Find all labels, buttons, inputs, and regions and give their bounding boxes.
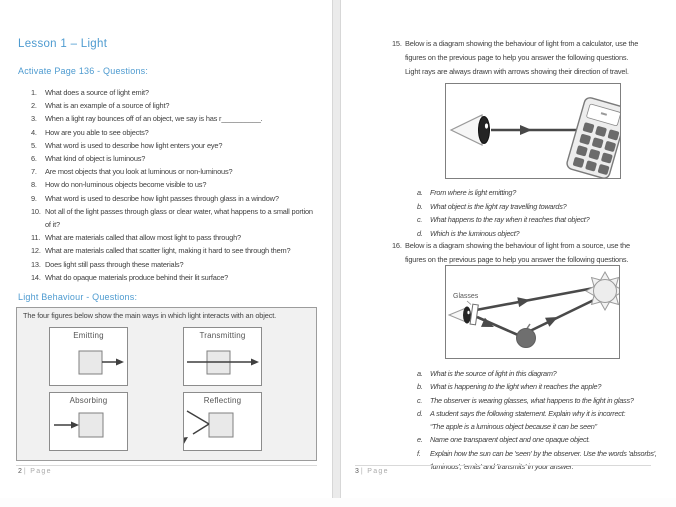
- question-item: 8. How do non-luminous objects become visible to us?: [31, 180, 207, 190]
- question-item: 7. Are most objects that you look at luminous or non-luminous?: [31, 167, 233, 177]
- subquestion: b. What is happening to the light when it reaches the apple?: [417, 382, 602, 392]
- subquestion: b. What object is the light ray travelling towards?: [417, 201, 567, 211]
- page-gutter: [332, 0, 341, 498]
- question-item: 11. What are materials called that allow most light to pass through?: [31, 233, 241, 243]
- question-16: 16. Below is a diagram showing the behaviour of light from a source, use the figures on the previous page to help you answer the following questions.: [392, 241, 630, 264]
- question-item: 12. What are materials called that scatter light, making it hard to see through them?: [31, 246, 291, 256]
- figure-absorbing: Absorbing: [49, 392, 128, 451]
- subquestion: e. Name one transparent object and one opaque object.: [417, 435, 590, 445]
- light-ray-arrows: [476, 288, 598, 335]
- question-15-subquestions: [417, 186, 662, 240]
- question-item: 10. Not all of the light passes through glass or clear water, what happens to a small portion of it?: [31, 206, 313, 230]
- apple-icon: [517, 324, 536, 348]
- sun-apple-observer-diagram: [445, 265, 620, 359]
- glasses-lens: [470, 304, 478, 325]
- subquestion-quote: “The apple is a luminous object because it can be seen”: [430, 422, 597, 432]
- question-item: 9. What word is used to describe how light passes through glass in a window?: [31, 193, 279, 203]
- calculator-light-diagram: [445, 83, 621, 179]
- footer-divider: [355, 465, 651, 466]
- subquestion: a. From where is light emitting?: [417, 188, 517, 197]
- eye-icon: [451, 115, 490, 145]
- lesson-title: Lesson 1 – Light: [18, 38, 108, 50]
- transmitting-diagram-icon: [184, 344, 261, 385]
- calculator-icon: [566, 96, 620, 178]
- question-item: 6. What kind of object is luminous?: [31, 154, 146, 164]
- page-number-footer: 3 | Page: [355, 468, 389, 475]
- question-item: 4. How are you able to see objects?: [31, 127, 149, 137]
- question-15: 15. Below is a diagram showing the behaviour of light from a calculator, use the figures on the previous page to help you answer the following questions. Light rays are always drawn with arrows showing their direction of travel.: [392, 39, 639, 76]
- glasses-label: Glasses: [453, 293, 479, 300]
- question-item: 3. When a light ray bounces off of an object, we say is has r__________.: [31, 114, 263, 124]
- question-item: 1. What does a source of light emit?: [31, 88, 149, 97]
- sun-apple-observer-illustration: [446, 266, 619, 358]
- light-behaviour-figure-panel: [16, 307, 317, 461]
- footer-divider: [16, 465, 317, 466]
- subquestion: f. Explain how the sun can be 'seen' by the observer. Use the words 'absorbs', 'luminous', 'emits' and 'transmits' in your answer.: [417, 448, 657, 472]
- question-item: 13. Does light still pass through these materials?: [31, 259, 184, 269]
- question-list: [31, 86, 315, 284]
- figure-reflecting: Reflecting: [183, 392, 262, 451]
- glasses-pointer-line: [467, 301, 471, 305]
- reflecting-diagram-icon: [184, 409, 261, 450]
- figure-caption: The four figures below show the main ways in which light interacts with an object.: [23, 311, 277, 320]
- activate-questions-heading: Activate Page 136 - Questions:: [18, 66, 149, 76]
- figure-emitting: Emitting: [49, 327, 128, 386]
- subquestion: d. Which is the luminous object?: [417, 228, 520, 238]
- question-item: 14. What do opaque materials produce behind their lit surface?: [31, 272, 229, 282]
- emitting-diagram-icon: [50, 344, 127, 385]
- page-number-footer: 2 | Page: [18, 468, 52, 475]
- subquestion: d. A student says the following statement. Explain why it is incorrect:: [417, 408, 626, 418]
- light-behaviour-heading: Light Behaviour - Questions:: [18, 292, 138, 302]
- sun-icon: [586, 272, 619, 310]
- figure-transmitting: Transmitting: [183, 327, 262, 386]
- question-16-subquestions: [417, 367, 663, 473]
- subquestion: a. What is the source of light in this diagram?: [417, 369, 557, 378]
- subquestion: c. The observer is wearing glasses, what happens to the light in glass?: [417, 395, 634, 405]
- observer-eye-icon: [449, 304, 478, 325]
- question-item: 5. What word is used to describe how light enters your eye?: [31, 140, 223, 150]
- question-item: 2. What is an example of a source of light?: [31, 101, 170, 111]
- page-2: [0, 0, 332, 498]
- subquestion: c. What happens to the ray when it reaches that object?: [417, 215, 590, 224]
- calculator-eye-illustration: [446, 84, 620, 178]
- absorbing-diagram-icon: [50, 409, 127, 450]
- page-3: [341, 0, 676, 498]
